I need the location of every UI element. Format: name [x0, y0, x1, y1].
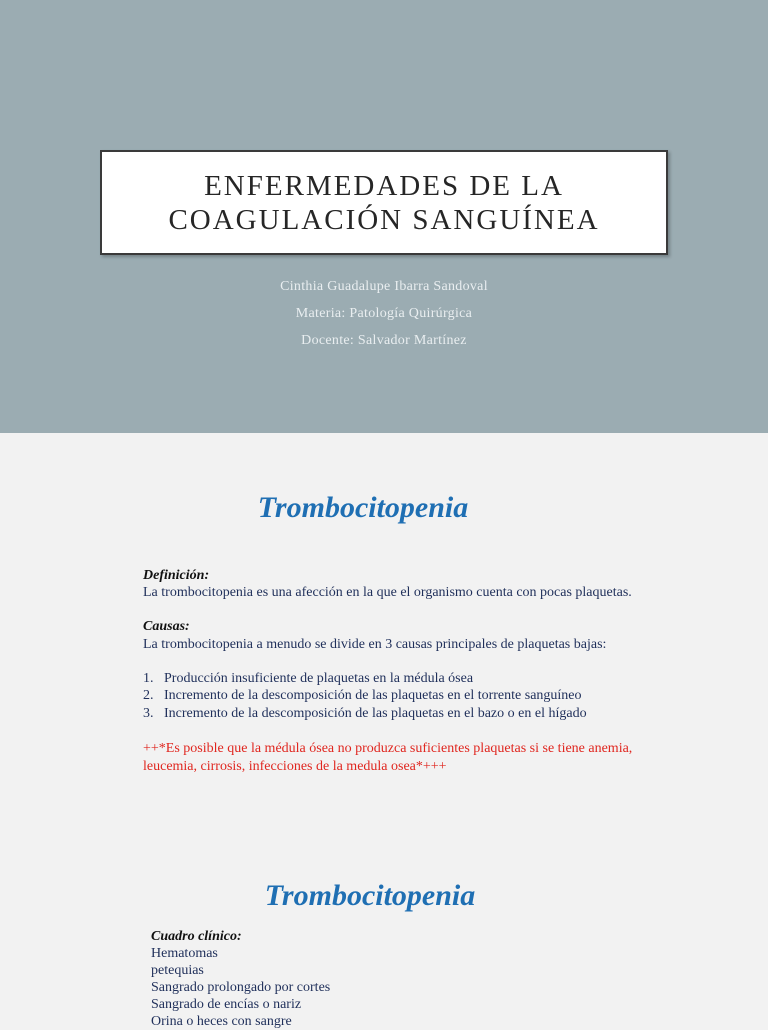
definition-label: Definición: [143, 568, 210, 583]
causes-intro: La trombocitopenia a menudo se divide en 3 causas principales de plaquetas bajas: [143, 637, 607, 652]
cause-item [143, 688, 582, 704]
slide3-heading: Trombocitopenia [264, 879, 476, 912]
teacher-line: Docente: Salvador Martínez [301, 333, 467, 348]
clinical-item: Sangrado prolongado por cortes [151, 980, 331, 995]
cause-number: 2. [143, 688, 154, 703]
content-slides [0, 433, 768, 1029]
note-line-2: leucemia, cirrosis, infecciones de la medula osea*+++ [143, 759, 447, 774]
definition-text: La trombocitopenia es una afección en la que el organismo cuenta con pocas plaquetas. [143, 585, 632, 600]
cause-text: Incremento de la descomposición de las plaquetas en el torrente sanguíneo [164, 688, 582, 703]
cause-text: Incremento de la descomposición de las plaquetas en el bazo o en el hígado [164, 706, 587, 721]
cause-text: Producción insuficiente de plaquetas en la médula ósea [164, 671, 474, 686]
cause-number: 3. [143, 706, 154, 721]
clinical-item: petequias [151, 963, 204, 978]
note-line-1: ++*Es posible que la médula ósea no produzca suficientes plaquetas si se tiene anemia, [143, 741, 633, 756]
author-name: Cinthia Guadalupe Ibarra Sandoval [280, 279, 488, 294]
causes-label: Causas: [143, 619, 190, 634]
cause-item [143, 671, 473, 687]
clinical-item: Sangrado de encías o nariz [151, 997, 302, 1012]
subject-line: Materia: Patología Quirúrgica [295, 306, 473, 321]
clinical-item: Hematomas [151, 946, 218, 961]
clinical-label: Cuadro clínico: [151, 929, 242, 944]
slide2-heading: Trombocitopenia [257, 491, 469, 524]
cover-slide [0, 0, 768, 433]
title-line-2: COAGULACIÓN SANGUÍNEA [168, 203, 600, 236]
title-box [100, 150, 668, 255]
clinical-item: Orina o heces con sangre [151, 1014, 292, 1029]
cause-item [143, 706, 587, 722]
title-line-1: ENFERMEDADES DE LA [204, 169, 564, 202]
cause-number: 1. [143, 671, 154, 686]
